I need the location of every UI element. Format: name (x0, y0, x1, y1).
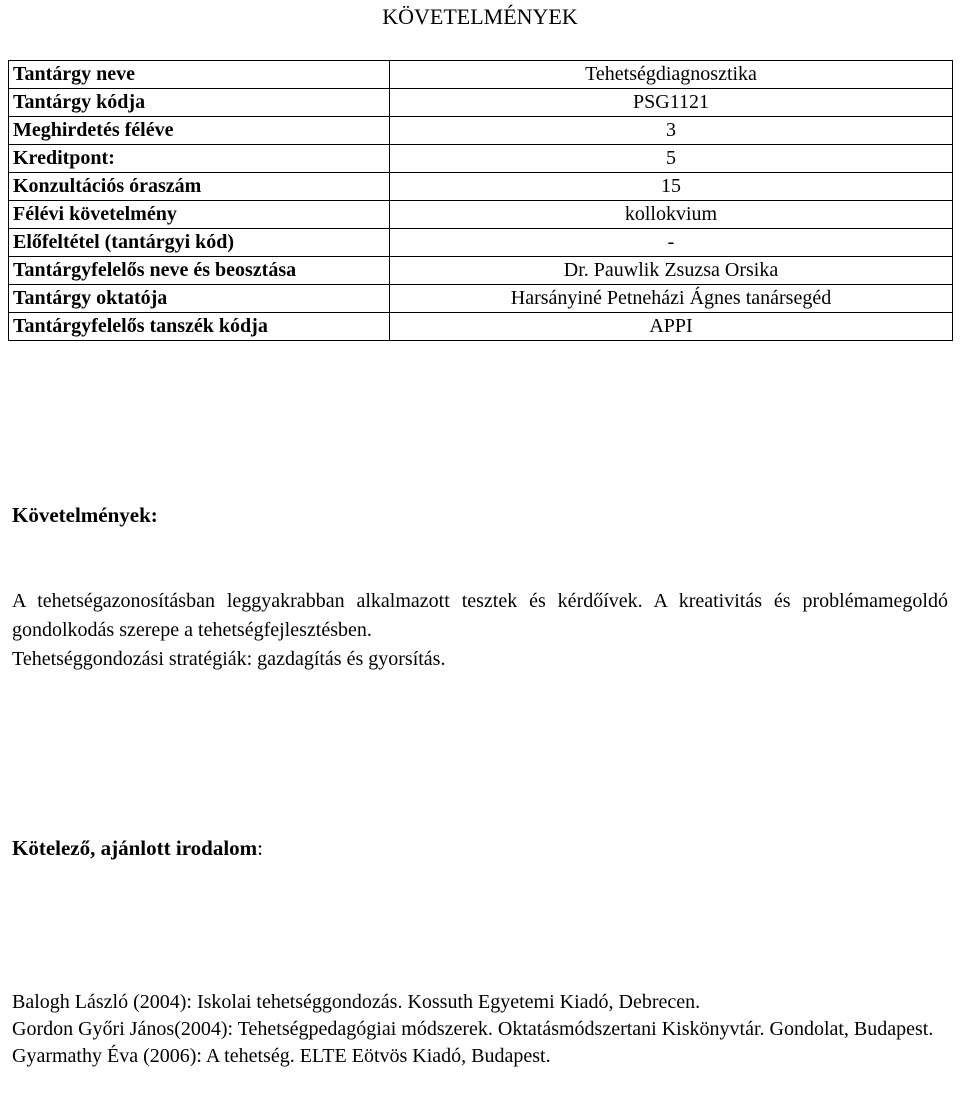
row-value: Harsányiné Petneházi Ágnes tanársegéd (390, 285, 953, 313)
table-row (9, 61, 953, 89)
row-value: 5 (390, 145, 953, 173)
list-item: Gyarmathy Éva (2006): A tehetség. ELTE Eötvös Kiadó, Budapest. (12, 1045, 551, 1067)
table-row (9, 313, 953, 341)
row-value: Dr. Pauwlik Zsuzsa Orsika (390, 257, 953, 285)
row-label: Tantárgy neve (9, 61, 390, 89)
table-row (9, 229, 953, 257)
row-label: Meghirdetés féléve (9, 117, 390, 145)
list-item: Balogh László (2004): Iskolai tehetséggondozás. Kossuth Egyetemi Kiadó, Debrecen. (12, 991, 701, 1013)
literature-heading (12, 836, 263, 861)
literature-list (12, 989, 952, 1070)
requirements-paragraph: Tehetséggondozási stratégiák: gazdagítás és gyorsítás. (12, 648, 446, 670)
table-row (9, 285, 953, 313)
row-label: Tantárgyfelelős tanszék kódja (9, 313, 390, 341)
row-value: APPI (390, 313, 953, 341)
table-row (9, 145, 953, 173)
requirements-text (12, 587, 948, 674)
row-value: kollokvium (390, 201, 953, 229)
course-info-table (8, 60, 953, 341)
list-item: Gordon Győri János(2004): Tehetségpedagógiai módszerek. Oktatásmódszertani Kiskönyvtár. Gondolat, Budapest. (12, 1018, 934, 1040)
requirements-heading: Követelmények: (12, 503, 158, 527)
table-row (9, 257, 953, 285)
table-row (9, 89, 953, 117)
row-label: Kreditpont: (9, 145, 390, 173)
table-row (9, 201, 953, 229)
document-title: KÖVETELMÉNYEK (382, 4, 578, 29)
row-label: Előfeltétel (tantárgyi kód) (9, 229, 390, 257)
table-row (9, 117, 953, 145)
literature-heading-colon: : (257, 836, 263, 860)
row-label: Konzultációs óraszám (9, 173, 390, 201)
row-value: 3 (390, 117, 953, 145)
row-label: Félévi követelmény (9, 201, 390, 229)
row-label: Tantárgyfelelős neve és beosztása (9, 257, 390, 285)
row-value: Tehetségdiagnosztika (390, 61, 953, 89)
table-row (9, 173, 953, 201)
row-value: 15 (390, 173, 953, 201)
row-label: Tantárgy oktatója (9, 285, 390, 313)
row-value: - (390, 229, 953, 257)
row-label: Tantárgy kódja (9, 89, 390, 117)
requirements-paragraph: A tehetségazonosításban leggyakrabban alkalmazott tesztek és kérdőívek. A kreativitás és problémamegoldó gondolkodás szerepe a tehetségfejlesztésben. (12, 590, 948, 641)
literature-heading-text: Kötelező, ajánlott irodalom (12, 836, 258, 860)
row-value: PSG1121 (390, 89, 953, 117)
